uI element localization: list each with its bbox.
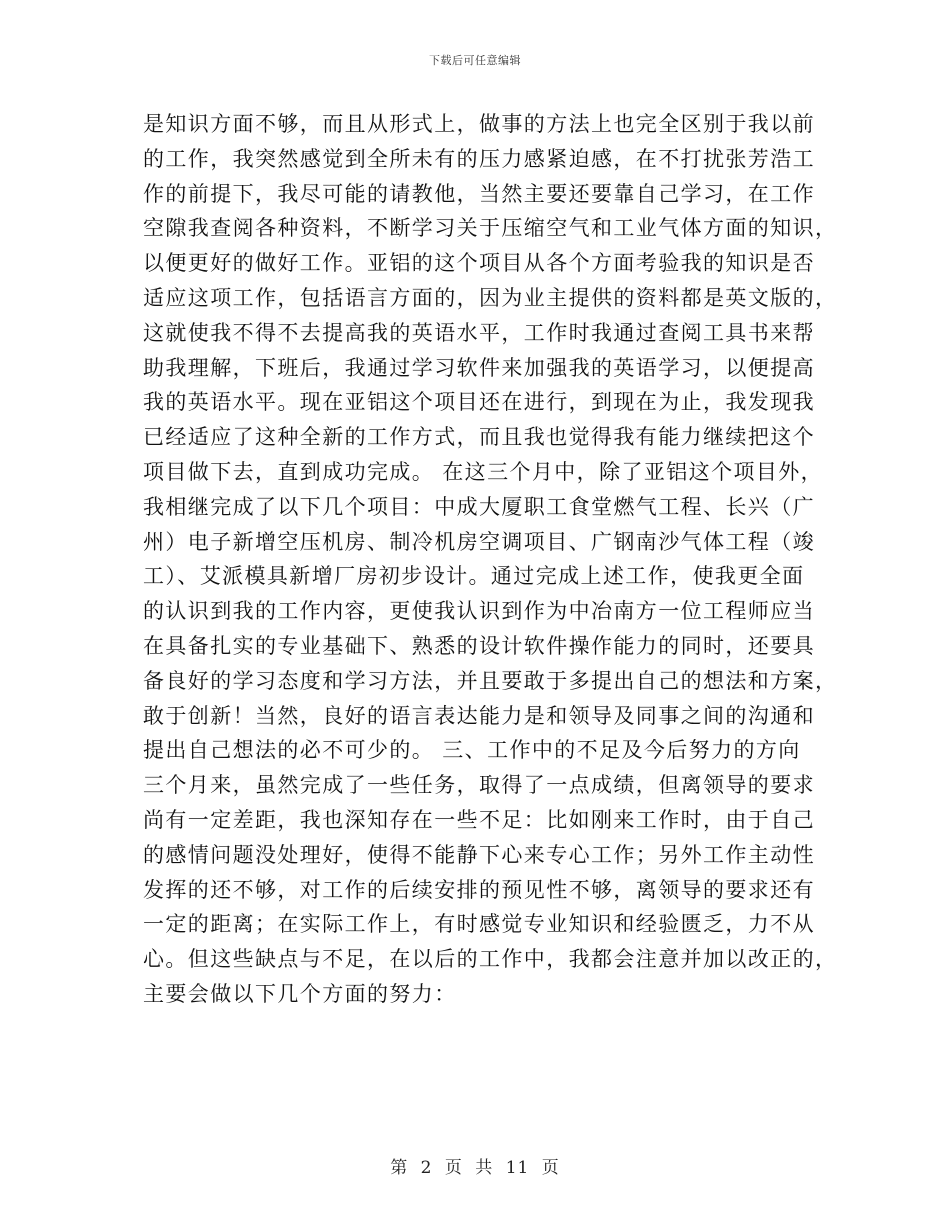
body-line: 发挥的还不够，对工作的后续安排的预见性不够，离领导的要求还有 [143,877,815,902]
body-line: 空隙我查阅各种资料，不断学习关于压缩空气和工业气体方面的知识， [143,216,838,241]
body-line: 以便更好的做好工作。亚铝的这个项目从各个方面考验我的知识是否 [143,251,815,276]
body-line: 敢于创新！当然，良好的语言表达能力是和领导及同事之间的沟通和 [143,703,815,728]
body-line: 一定的距离；在实际工作上，有时感觉专业知识和经验匮乏，力不从 [143,912,815,937]
body-line: 助我理解，下班后，我通过学习软件来加强我的英语学习，以便提高 [143,355,815,380]
body-line: 尚有一定差距，我也深知存在一些不足：比如刚来工作时，由于自己 [143,807,815,832]
body-line: 作的前提下，我尽可能的请教他，当然主要还要靠自己学习，在工作 [143,181,815,206]
body-line: 项目做下去，直到成功完成。 在这三个月中，除了亚铝这个项目外， [143,459,824,484]
body-line: 的感情问题没处理好，使得不能静下心来专心工作；另外工作主动性 [143,842,815,867]
body-line: 的认识到我的工作内容，更使我认识到作为中冶南方一位工程师应当 [143,599,815,624]
body-line: 适应这项工作，包括语言方面的，因为业主提供的资料都是英文版的， [143,285,838,310]
body-line: 我的英语水平。现在亚铝这个项目还在进行，到现在为止，我发现我 [143,390,815,415]
body-line: 在具备扎实的专业基础下、熟悉的设计软件操作能力的同时，还要具 [143,633,815,658]
body-line: 的工作，我突然感觉到全所未有的压力感紧迫感，在不打扰张芳浩工 [143,146,815,171]
body-line: 备良好的学习态度和学习方法，并且要敢于多提出自己的想法和方案， [143,668,838,693]
body-line: 是知识方面不够，而且从形式上，做事的方法上也完全区别于我以前 [143,112,815,136]
body-line: 主要会做以下几个方面的努力： [143,981,457,1006]
body-line: 已经适应了这种全新的工作方式，而且我也觉得我有能力继续把这个 [143,425,815,450]
page-number-footer: 第 2 页 共 11 页 [390,1158,560,1178]
document-body [143,107,838,1012]
body-line: 这就使我不得不去提高我的英语水平，工作时我通过查阅工具书来帮 [143,320,815,345]
body-line: 州）电子新增空压机房、制冷机房空调项目、广钢南沙气体工程（竣 [143,529,815,554]
body-line: 提出自己想法的必不可少的。 三、工作中的不足及今后努力的方向 [143,738,801,763]
body-line: 我相继完成了以下几个项目：中成大厦职工食堂燃气工程、长兴（广 [143,494,815,519]
body-line: 工）、艾派模具新增厂房初步设计。通过完成上述工作，使我更全面 [143,564,805,589]
body-line: 三个月来，虽然完成了一些任务，取得了一点成绩，但离领导的要求 [143,773,815,798]
body-line: 心。但这些缺点与不足，在以后的工作中，我都会注意并加以改正的， [143,947,838,972]
page-header: 下载后可任意编辑 [429,54,521,67]
